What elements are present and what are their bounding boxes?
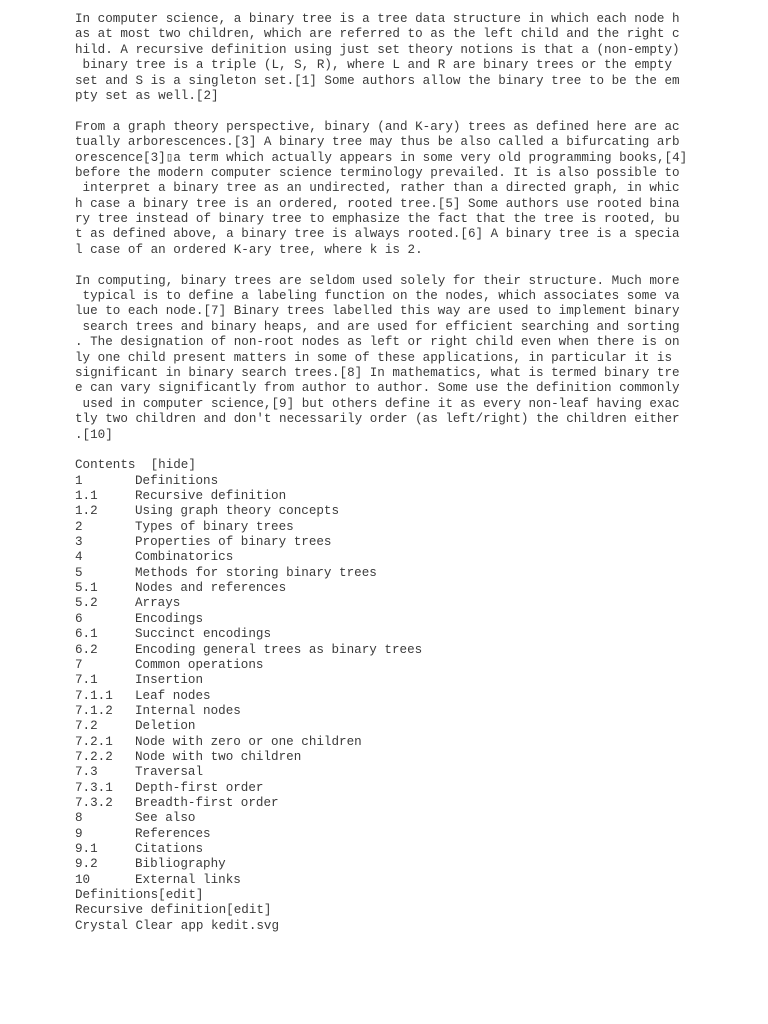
toc-item-link[interactable]: Encoding general trees as binary trees <box>135 642 423 657</box>
text-line: pty set as well.[2] <box>75 88 219 103</box>
toc-item-link[interactable]: Types of binary trees <box>135 519 294 534</box>
toc-item[interactable] <box>75 612 675 627</box>
text-line: In computing, binary trees are seldom used solely for their structure. Much more <box>75 273 680 288</box>
text-line: e can vary significantly from author to author. Some use the definition commonly <box>75 381 680 396</box>
text-line: In computer science, a binary tree is a tree data structure in which each node h <box>75 12 680 26</box>
toc-item-link[interactable]: Leaf nodes <box>135 688 211 703</box>
toc-item-link[interactable]: Traversal <box>135 765 204 780</box>
text-line: From a graph theory perspective, binary (and K-ary) trees as defined here are ac <box>75 119 680 134</box>
paragraph-gap <box>75 258 675 273</box>
toc-item-number: 9 <box>75 826 83 841</box>
toc-item-link[interactable]: Breadth-first order <box>135 795 279 810</box>
toc-item-number: 6.1 <box>75 627 98 642</box>
toc-item[interactable] <box>75 873 675 888</box>
toc-item-link[interactable]: Common operations <box>135 657 264 672</box>
toc-list <box>75 474 675 888</box>
toc-item-number: 8 <box>75 811 83 826</box>
text-line: hild. A recursive definition using just set theory notions is that a (non-empty) <box>75 42 680 57</box>
toc-item-number: 7.1.2 <box>75 703 113 718</box>
toc-item[interactable] <box>75 550 675 565</box>
toc-item-link[interactable]: Internal nodes <box>135 703 241 718</box>
toc-item-number: 7 <box>75 657 83 672</box>
toc-item-number: 1.2 <box>75 504 98 519</box>
toc-item-number: 6.2 <box>75 642 98 657</box>
text-line: .[10] <box>75 427 113 442</box>
toc-heading[interactable]: Contents [hide] <box>75 458 196 473</box>
toc-item-link[interactable]: Encodings <box>135 611 204 626</box>
toc-item-number: 7.2 <box>75 719 98 734</box>
toc-item[interactable] <box>75 504 675 519</box>
toc-item-number: 7.3.2 <box>75 795 113 810</box>
toc-item-link[interactable]: Recursive definition <box>135 489 287 504</box>
toc-item-number: 10 <box>75 872 91 887</box>
toc-item[interactable] <box>75 673 675 688</box>
toc-item-link[interactable]: See also <box>135 811 196 826</box>
paragraph-intro <box>75 12 680 104</box>
toc-item[interactable] <box>75 811 675 826</box>
text-line: t as defined above, a binary tree is always rooted.[6] A binary tree is a specia <box>75 227 680 242</box>
article-body <box>75 12 688 934</box>
toc-item[interactable] <box>75 535 675 550</box>
text-line: as at most two children, which are referred to as the left child and the right c <box>75 27 680 42</box>
toc-item-number: 3 <box>75 535 83 550</box>
toc-item-number: 1 <box>75 473 83 488</box>
toc-item-link[interactable]: Using graph theory concepts <box>135 504 340 519</box>
paragraph-gap <box>75 104 675 119</box>
text-line: ry tree instead of binary tree to emphasize the fact that the tree is rooted, bu <box>75 212 680 227</box>
text-line: interpret a binary tree as an undirected, rather than a directed graph, in whic <box>75 181 680 196</box>
text-line: lue to each node.[7] Binary trees labelled this way are used to implement binary <box>75 304 680 319</box>
toc-item-link[interactable]: Depth-first order <box>135 780 264 795</box>
toc-item[interactable] <box>75 735 675 750</box>
text-line: used in computer science,[9] but others define it as every non-leaf having exac <box>75 396 680 411</box>
toc-item-number: 1.1 <box>75 489 98 504</box>
toc-item[interactable] <box>75 719 675 734</box>
toc-item-link[interactable]: Combinatorics <box>135 550 234 565</box>
toc-item[interactable] <box>75 796 675 811</box>
toc-item-link[interactable]: Properties of binary trees <box>135 535 332 550</box>
toc-item[interactable] <box>75 643 675 658</box>
text-line: binary tree is a triple (L, S, R), where L and R are binary trees or the empty <box>75 58 673 73</box>
toc-item-number: 4 <box>75 550 83 565</box>
toc-item[interactable] <box>75 827 675 842</box>
text-line: set and S is a singleton set.[1] Some authors allow the binary tree to be the em <box>75 73 680 88</box>
toc-item[interactable] <box>75 566 675 581</box>
toc-item-link[interactable]: References <box>135 826 211 841</box>
toc-item-number: 2 <box>75 519 83 534</box>
text-line: orescence[3]▯a term which actually appears in some very old programming books,[4] <box>75 150 688 165</box>
image-caption: Crystal Clear app kedit.svg <box>75 918 280 933</box>
toc-item-number: 6 <box>75 611 83 626</box>
toc-item[interactable] <box>75 704 675 719</box>
text-line: tly two children and don't necessarily order (as left/right) the children either <box>75 412 680 427</box>
toc-item[interactable] <box>75 489 675 504</box>
section-headings <box>75 888 675 934</box>
toc-item-link[interactable]: Deletion <box>135 719 196 734</box>
toc-item[interactable] <box>75 689 675 704</box>
table-of-contents <box>75 458 675 888</box>
toc-item-number: 5.1 <box>75 581 98 596</box>
text-line: l case of an ordered K-ary tree, where k is 2. <box>75 242 423 257</box>
toc-item-number: 7.2.1 <box>75 734 113 749</box>
toc-item-number: 9.1 <box>75 841 98 856</box>
paragraph-gap <box>75 443 675 458</box>
toc-item-number: 5.2 <box>75 596 98 611</box>
toc-item[interactable] <box>75 842 675 857</box>
toc-item-link[interactable]: Citations <box>135 841 204 856</box>
text-line: ly one child present matters in some of these applications, in particular it is <box>75 350 673 365</box>
text-line: . The designation of non-root nodes as left or right child even when there is on <box>75 335 680 350</box>
toc-item[interactable] <box>75 581 675 596</box>
paragraph-computing <box>75 273 680 443</box>
section-heading-recursive-definition[interactable]: Recursive definition[edit] <box>75 903 272 918</box>
toc-item-number: 7.1.1 <box>75 688 113 703</box>
toc-item-link[interactable]: External links <box>135 872 241 887</box>
text-line: before the modern computer science terminology prevailed. It is also possible to <box>75 165 680 180</box>
toc-item[interactable] <box>75 857 675 872</box>
toc-item-number: 5 <box>75 565 83 580</box>
toc-item[interactable] <box>75 627 675 642</box>
toc-item-link[interactable]: Nodes and references <box>135 581 287 596</box>
toc-item-number: 7.2.2 <box>75 749 113 764</box>
toc-item-link[interactable]: Insertion <box>135 673 204 688</box>
toc-item-link[interactable]: Arrays <box>135 596 181 611</box>
toc-item[interactable] <box>75 596 675 611</box>
text-line: h case a binary tree is an ordered, rooted tree.[5] Some authors use rooted bina <box>75 196 680 211</box>
toc-item[interactable] <box>75 781 675 796</box>
toc-item[interactable] <box>75 750 675 765</box>
toc-item-link[interactable]: Node with two children <box>135 749 302 764</box>
toc-item[interactable] <box>75 658 675 673</box>
section-heading-definitions[interactable]: Definitions[edit] <box>75 888 204 902</box>
text-line: tually arborescences.[3] A binary tree may thus be also called a bifurcating arb <box>75 135 680 150</box>
toc-item[interactable] <box>75 520 675 535</box>
toc-item-number: 7.1 <box>75 673 98 688</box>
toc-item[interactable] <box>75 474 675 489</box>
text-line: search trees and binary heaps, and are used for efficient searching and sorting <box>75 319 680 334</box>
toc-item-link[interactable]: Succinct encodings <box>135 627 272 642</box>
toc-item-link[interactable]: Definitions <box>135 473 219 488</box>
toc-item-number: 9.2 <box>75 857 98 872</box>
toc-item[interactable] <box>75 765 675 780</box>
text-line: typical is to define a labeling function on the nodes, which associates some va <box>75 289 680 304</box>
toc-item-link[interactable]: Node with zero or one children <box>135 734 362 749</box>
paragraph-graph-theory <box>75 119 688 259</box>
toc-item-link[interactable]: Methods for storing binary trees <box>135 565 377 580</box>
text-line: significant in binary search trees.[8] In mathematics, what is termed binary tre <box>75 365 680 380</box>
toc-item-number: 7.3.1 <box>75 780 113 795</box>
toc-item-link[interactable]: Bibliography <box>135 857 226 872</box>
toc-item-number: 7.3 <box>75 765 98 780</box>
